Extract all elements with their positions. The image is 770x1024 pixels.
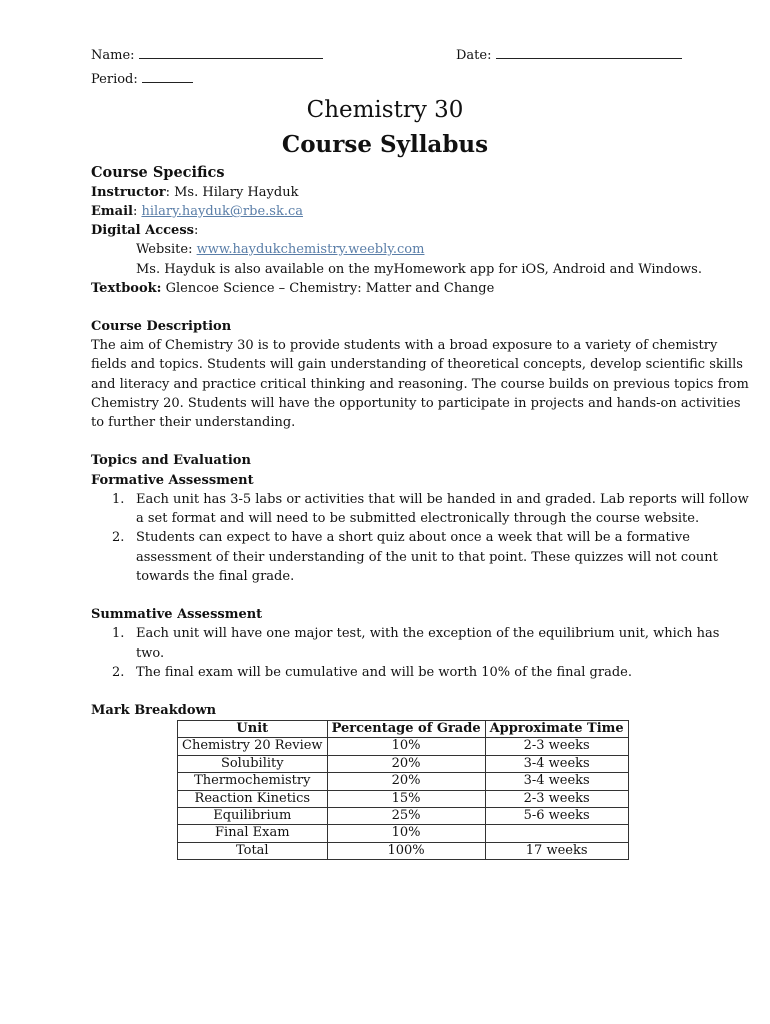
unit-cell: Thermochemistry bbox=[178, 773, 328, 790]
list-number: 1. bbox=[112, 492, 125, 507]
website-link[interactable]: www.haydukchemistry.weebly.com bbox=[196, 242, 425, 257]
textbook-value: Glencoe Science – Chemistry: Matter and Change bbox=[161, 281, 495, 296]
summative-heading: Summative Assessment bbox=[91, 607, 263, 622]
table-row bbox=[178, 773, 629, 790]
period-field bbox=[91, 69, 193, 89]
email-line bbox=[91, 202, 303, 221]
course-description-heading: Course Description bbox=[91, 319, 232, 334]
unit-cell: Chemistry 20 Review bbox=[178, 738, 328, 755]
time-cell: 5-6 weeks bbox=[485, 808, 628, 825]
digital-access-line bbox=[91, 221, 198, 240]
instructor-value: : Ms. Hilary Hayduk bbox=[165, 185, 299, 200]
digital-access-label: Digital Access bbox=[91, 223, 194, 238]
column-header-percentage: Percentage of Grade bbox=[327, 721, 485, 738]
digital-access-sep: : bbox=[193, 223, 199, 238]
percentage-cell: 20% bbox=[327, 773, 485, 790]
email-sep: : bbox=[132, 204, 142, 219]
name-blank[interactable] bbox=[139, 45, 323, 59]
time-cell bbox=[485, 825, 628, 842]
column-header-unit: Unit bbox=[178, 721, 328, 738]
list-item: Students can expect to have a short quiz about once a week that will be a formative bbox=[136, 530, 690, 545]
unit-cell: Final Exam bbox=[178, 825, 328, 842]
course-title: Chemistry 30 bbox=[306, 97, 464, 123]
app-note: Ms. Hayduk is also available on the myHomework app for iOS, Android and Windows. bbox=[136, 262, 702, 277]
list-number: 2. bbox=[112, 530, 125, 545]
website-line bbox=[136, 240, 424, 259]
period-label: Period: bbox=[91, 72, 138, 87]
unit-cell: Equilibrium bbox=[178, 808, 328, 825]
list-item: Each unit has 3-5 labs or activities that will be handed in and graded. Lab reports will follow bbox=[136, 492, 749, 507]
table-row bbox=[178, 738, 629, 755]
description-line: and literacy and practice critical thinking and reasoning. The course builds on previous topics from bbox=[91, 377, 749, 392]
table-row bbox=[178, 755, 629, 772]
topics-heading: Topics and Evaluation bbox=[91, 453, 251, 468]
document-title: Course Syllabus bbox=[281, 131, 489, 158]
description-line: to further their understanding. bbox=[91, 415, 296, 430]
textbook-label: Textbook: bbox=[91, 281, 162, 296]
list-number: 1. bbox=[112, 626, 125, 641]
table-row bbox=[178, 790, 629, 807]
percentage-cell: 100% bbox=[327, 842, 485, 859]
date-blank[interactable] bbox=[496, 45, 682, 59]
time-cell: 3-4 weeks bbox=[485, 773, 628, 790]
formative-heading: Formative Assessment bbox=[91, 473, 254, 488]
instructor-line bbox=[91, 183, 298, 202]
list-number: 2. bbox=[112, 665, 125, 680]
name-field bbox=[91, 45, 323, 65]
time-cell: 17 weeks bbox=[485, 842, 628, 859]
column-header-time: Approximate Time bbox=[485, 721, 628, 738]
mark-breakdown-heading: Mark Breakdown bbox=[91, 703, 217, 718]
table-row bbox=[178, 808, 629, 825]
percentage-cell: 10% bbox=[327, 738, 485, 755]
unit-cell: Total bbox=[178, 842, 328, 859]
description-line: Chemistry 20. Students will have the opportunity to participate in projects and hands-on activities bbox=[91, 396, 741, 411]
time-cell: 2-3 weeks bbox=[485, 738, 628, 755]
email-link[interactable]: hilary.hayduk@rbe.sk.ca bbox=[141, 204, 304, 219]
unit-cell: Solubility bbox=[178, 755, 328, 772]
instructor-label: Instructor bbox=[91, 185, 166, 200]
name-label: Name: bbox=[91, 48, 135, 63]
percentage-cell: 15% bbox=[327, 790, 485, 807]
email-label: Email bbox=[91, 204, 133, 219]
course-specifics-heading: Course Specifics bbox=[91, 164, 225, 181]
list-item: two. bbox=[136, 646, 165, 661]
website-label: Website: bbox=[136, 242, 197, 257]
table-header-row bbox=[178, 721, 629, 738]
unit-cell: Reaction Kinetics bbox=[178, 790, 328, 807]
percentage-cell: 10% bbox=[327, 825, 485, 842]
list-item: Each unit will have one major test, with the exception of the equilibrium unit, which has bbox=[136, 626, 720, 641]
description-line: The aim of Chemistry 30 is to provide students with a broad exposure to a variety of chemistry bbox=[91, 338, 718, 353]
period-blank[interactable] bbox=[142, 69, 193, 83]
table-row-total bbox=[178, 842, 629, 859]
description-line: fields and topics. Students will gain understanding of theoretical concepts, develop scientific skills bbox=[91, 357, 743, 372]
list-item: towards the final grade. bbox=[136, 569, 295, 584]
date-label: Date: bbox=[456, 48, 492, 63]
list-item: a set format and will need to be submitted electronically through the course website. bbox=[136, 511, 700, 526]
textbook-line bbox=[91, 279, 494, 298]
list-item: assessment of their understanding of the unit to that point. These quizzes will not count bbox=[136, 550, 718, 565]
mark-breakdown-table bbox=[177, 720, 629, 860]
time-cell: 3-4 weeks bbox=[485, 755, 628, 772]
time-cell: 2-3 weeks bbox=[485, 790, 628, 807]
percentage-cell: 25% bbox=[327, 808, 485, 825]
percentage-cell: 20% bbox=[327, 755, 485, 772]
table-row bbox=[178, 825, 629, 842]
list-item: The final exam will be cumulative and will be worth 10% of the final grade. bbox=[136, 665, 632, 680]
date-field bbox=[456, 45, 682, 65]
